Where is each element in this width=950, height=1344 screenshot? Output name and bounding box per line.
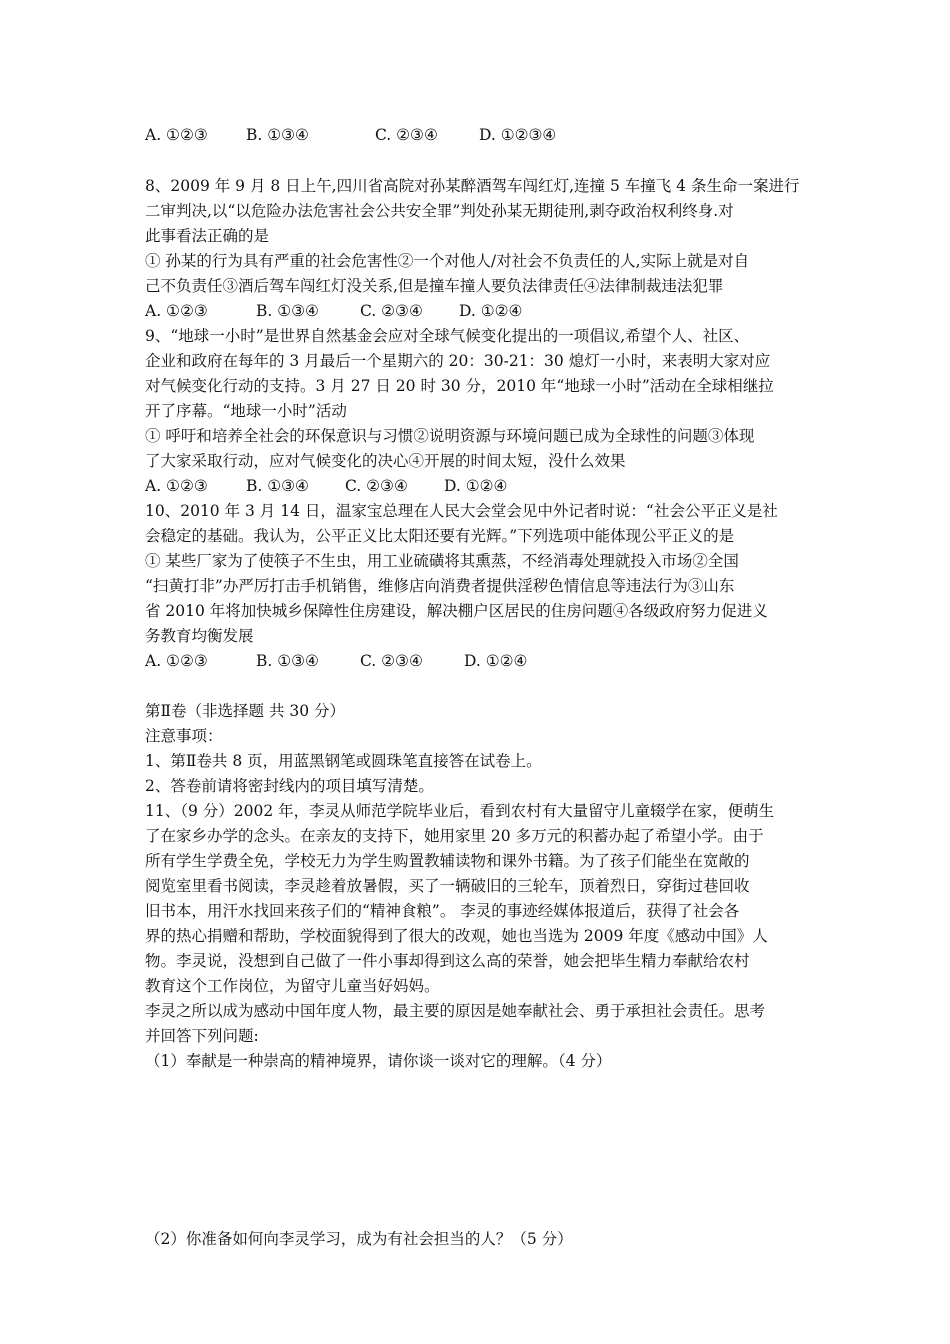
q9-option-d: D. ①②④ [444,477,508,495]
q8-line: 二审判决,以“以危险办法危害社会公共安全罪”判处孙某无期徒刑,剥夺政治权利终身.对 [145,202,734,220]
q8-option-d: D. ①②④ [459,302,523,320]
q11-line: 11、（9 分）2002 年，李灵从师范学院毕业后，看到农村有大量留守儿童辍学在家，便萌生 [145,802,775,820]
q10-option-b: B. ①③④ [256,652,319,670]
q10-line: ① 某些厂家为了使筷子不生虫，用工业硫磺将其熏蒸，不经消毒处理就投入市场②全国 [145,552,739,570]
note-item: 1、第Ⅱ卷共 8 页，用蓝黑钢笔或圆珠笔直接答在试卷上。 [145,752,542,770]
q8-options [145,300,522,322]
q8-option-c: C. ②③④ [360,302,423,320]
part2-title: 第Ⅱ卷（非选择题 共 30 分） [145,702,346,720]
q10-line: 务教育均衡发展 [145,627,254,645]
q9-line: 对气候变化行动的支持。3 月 27 日 20 时 30 分，2010 年“地球一小时”活动在全球相继拉 [145,377,774,395]
q11-line: 旧书本，用汗水找回来孩子们的“精神食粮”。 李灵的事迹经媒体报道后，获得了社会各 [145,902,740,920]
note-item: 2、答卷前请将密封线内的项目填写清楚。 [145,777,434,795]
q9-line: 了大家采取行动，应对气候变化的决心④开展的时间太短，没什么效果 [145,452,626,470]
q11-sub-question-1: （1）奉献是一种崇高的精神境界，请你谈一谈对它的理解。（4 分） [145,1052,612,1070]
q10-line: 会稳定的基础。我认为，公平正义比太阳还要有光辉。”下列选项中能体现公平正义的是 [145,527,735,545]
notes-heading: 注意事项： [145,727,223,745]
q8-line: ① 孙某的行为具有严重的社会危害性②一个对他人/对社会不负责任的人,实际上就是对自 [145,252,750,270]
q11-line: 并回答下列问题: [145,1027,259,1045]
q11-line: 李灵之所以成为感动中国年度人物，最主要的原因是她奉献社会、勇于承担社会责任。思考 [145,1002,766,1020]
q11-line: 阅览室里看书阅读，李灵趁着放暑假，买了一辆破旧的三轮车，顶着烈日，穿街过巷回收 [145,877,750,895]
q9-option-b: B. ①③④ [246,477,309,495]
q10-option-d: D. ①②④ [464,652,528,670]
q8-option-a: A. ①②③ [145,302,208,320]
q10-option-a: A. ①②③ [145,652,208,670]
q9-line: ① 呼吁和培养全社会的环保意识与习惯②说明资源与环境问题已成为全球性的问题③体现 [145,427,755,445]
q9-option-a: A. ①②③ [145,477,208,495]
q11-line: 教育这个工作岗位，为留守儿童当好妈妈。 [145,977,440,995]
q11-line: 了在家乡办学的念头。在亲友的支持下，她用家里 20 多万元的积蓄办起了希望小学。由于 [145,827,764,845]
q9-line: 9、“地球一小时”是世界自然基金会应对全球气候变化提出的一项倡议,希望个人、社区、 [145,327,750,345]
q8-option-b: B. ①③④ [256,302,319,320]
q7-option-b: B. ①③④ [246,126,309,144]
q7-option-d: D. ①②③④ [479,126,557,144]
q10-options [145,650,527,672]
q9-line: 开了序幕。“地球一小时”活动 [145,402,347,420]
q11-line: 界的热心捐赠和帮助，学校面貌得到了很大的改观，她也当选为 2009 年度《感动中国》人 [145,927,768,945]
q9-line: 企业和政府在每年的 3 月最后一个星期六的 20：30-21：30 熄灯一小时，来表明大家对应 [145,352,771,370]
q10-option-c: C. ②③④ [360,652,423,670]
q7-option-c: C. ②③④ [375,126,438,144]
q10-line: “扫黄打非”办严厉打击手机销售，维修店向消费者提供淫秽色情信息等违法行为③山东 [145,577,735,595]
q11-line: 所有学生学费全免，学校无力为学生购置教辅读物和课外书籍。为了孩子们能坐在宽敞的 [145,852,750,870]
q10-line: 10、2010 年 3 月 14 日，温家宝总理在人民大会堂会见中外记者时说：“社会公平正义是社 [145,502,778,520]
q7-options [145,124,556,146]
q8-line: 8、2009 年 9 月 8 日上午,四川省高院对孙某醉酒驾车闯红灯,连撞 5 车撞飞 4 条生命一案进行 [145,177,800,195]
q11-line: 物。李灵说，没想到自己做了一件小事却得到这么高的荣誉，她会把毕生精力奉献给农村 [145,952,750,970]
q11-sub-question-2: （2）你准备如何向李灵学习，成为有社会担当的人？（5 分） [145,1230,573,1248]
q8-line: 己不负责任③酒后驾车闯红灯没关系,但是撞车撞人要负法律责任④法律制裁违法犯罪 [145,277,724,295]
q7-option-a: A. ①②③ [145,126,208,144]
q9-option-c: C. ②③④ [345,477,408,495]
q8-line: 此事看法正确的是 [145,227,270,245]
q9-options [145,475,507,497]
q10-line: 省 2010 年将加快城乡保障性住房建设，解决棚户区居民的住房问题④各级政府努力促进义 [145,602,768,620]
